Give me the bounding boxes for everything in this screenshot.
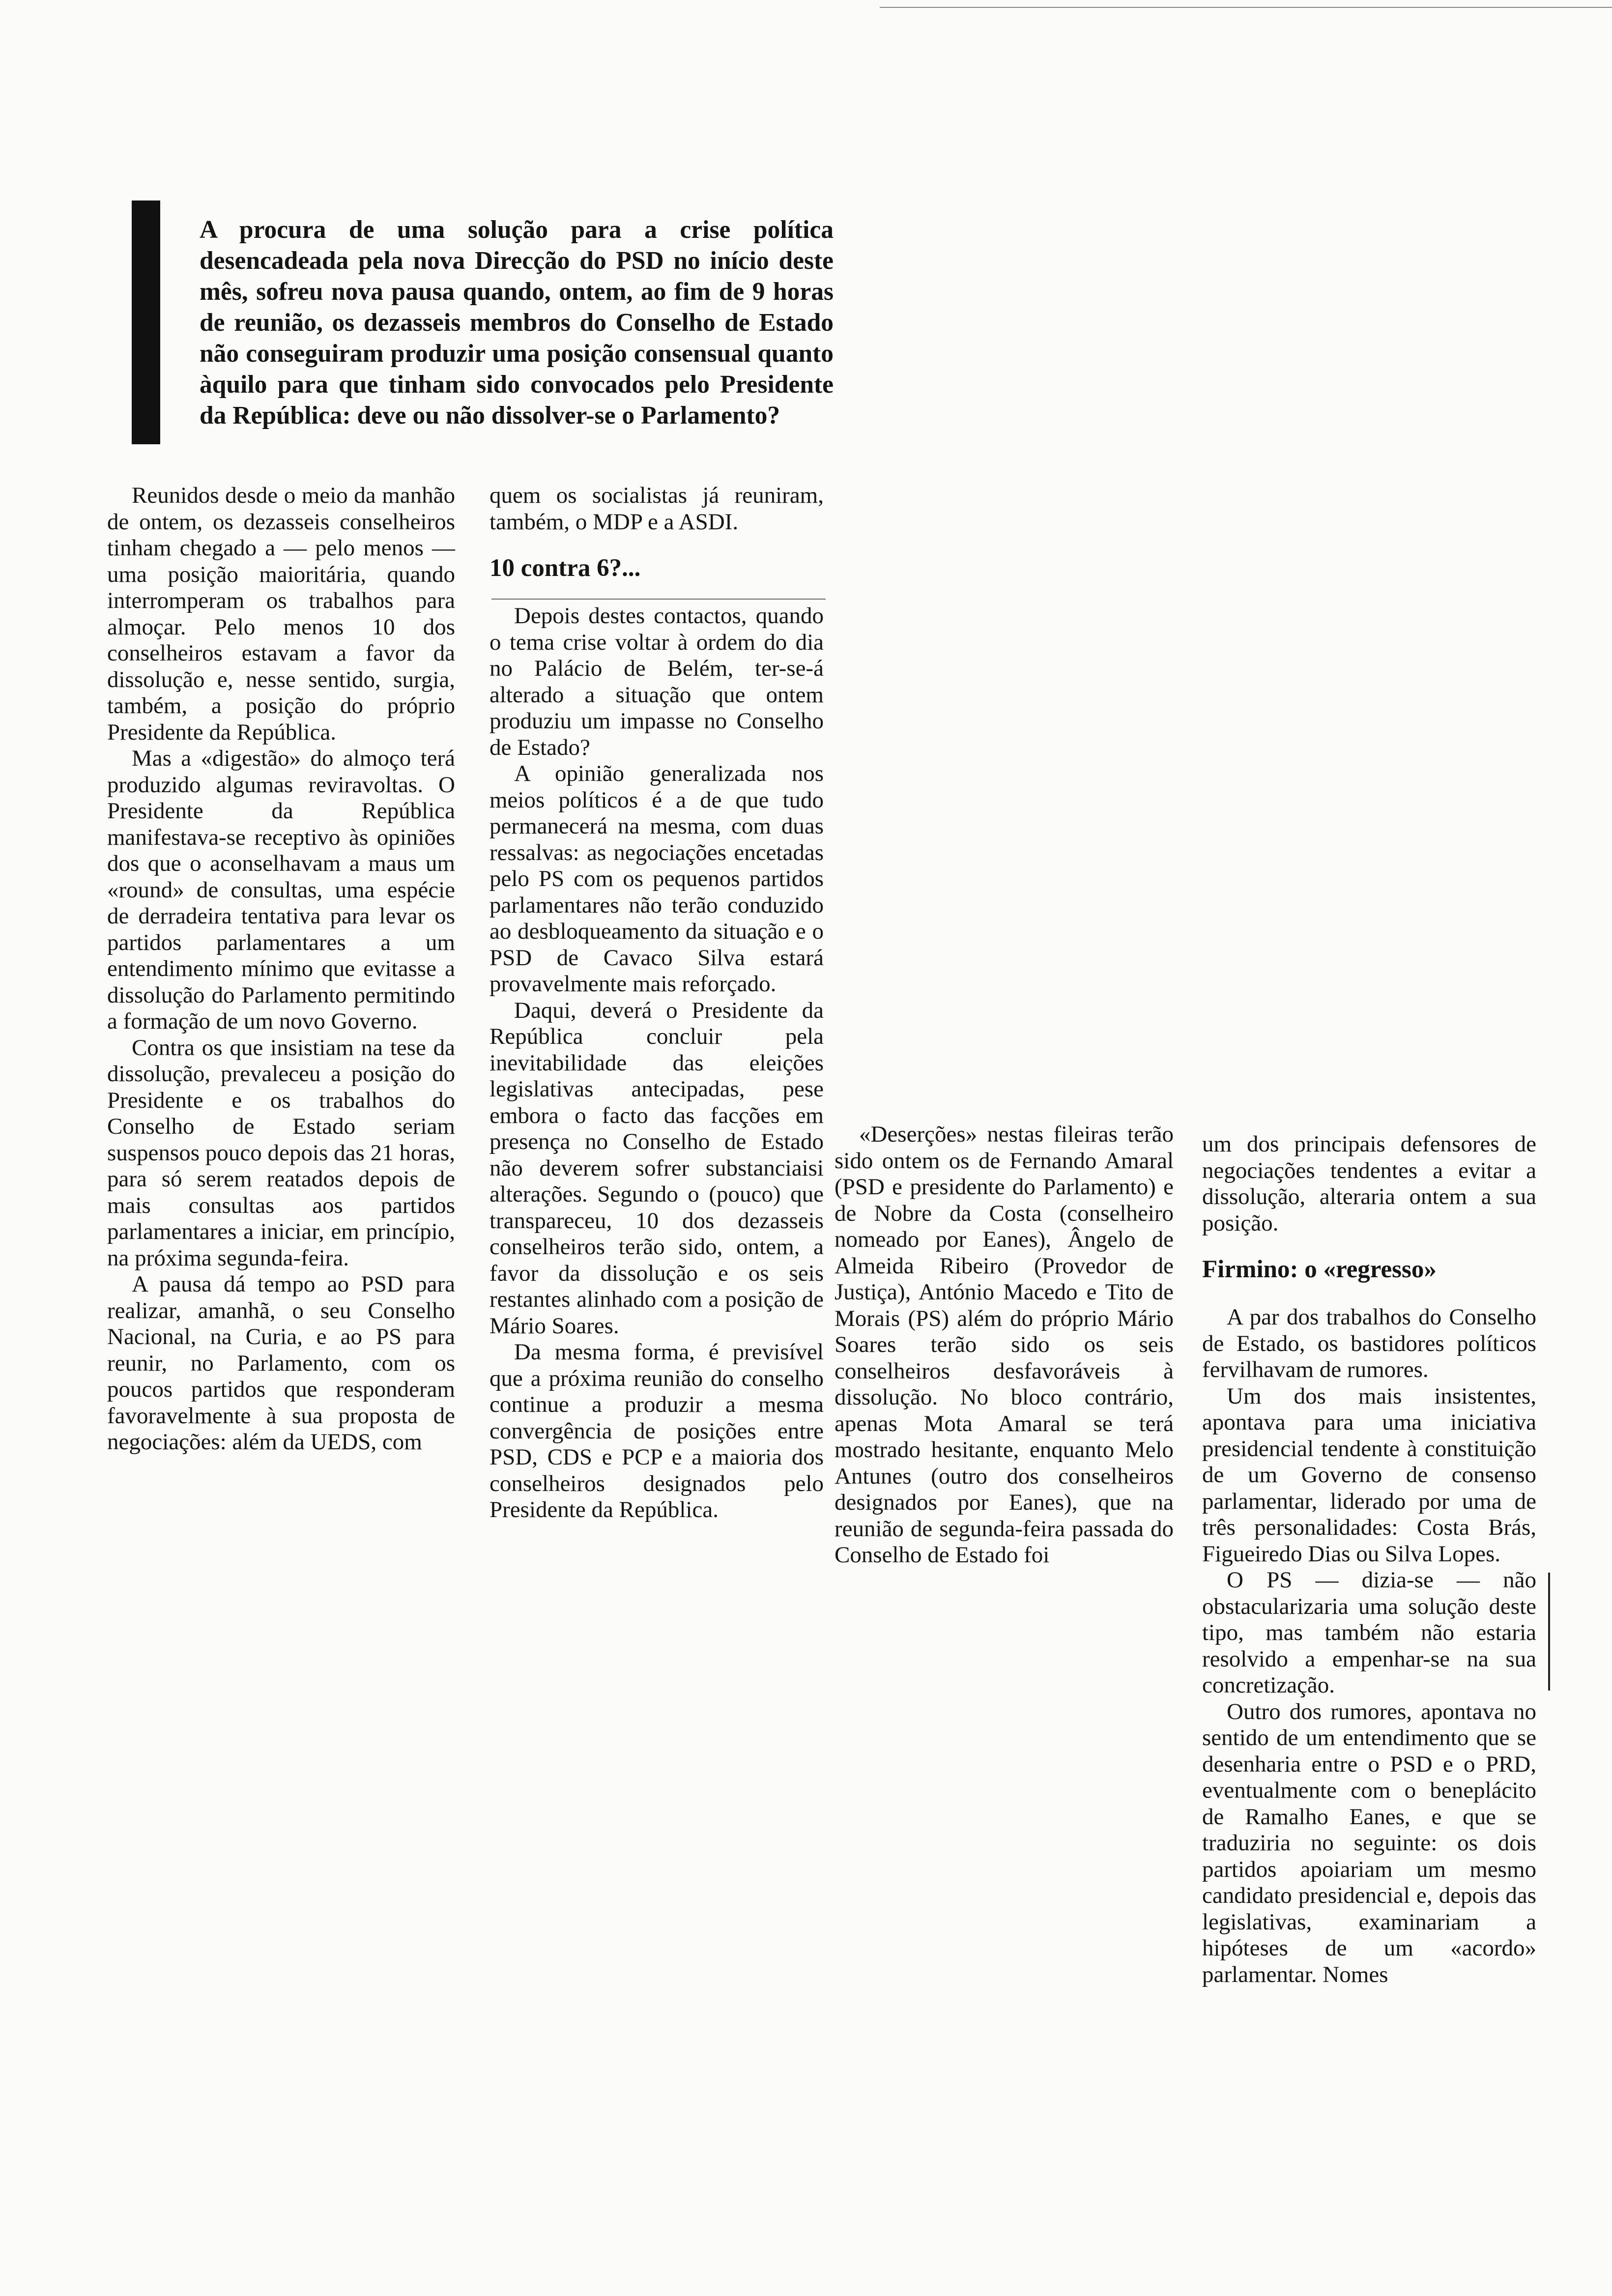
paragraph: Daqui, deverá o Presidente da República concluir pela inevitabilidade das eleições legislativas antecipadas, pese embora o facto das facções em presença no Conselho de Estado não deverem sofrer substanciaisi alterações. Segundo o (pouco) que transpareceu, 10 dos dezasseis conselheiros terão sido, ontem, a favor da dissolução e os seis restantes alinhado com a posição de Mário Soares.: [489, 997, 824, 1339]
heading-rule: [491, 599, 826, 600]
paragraph-continued: quem os socialistas já reuniram, também, o MDP e a ASDI.: [489, 483, 824, 535]
paragraph: A par dos trabalhos do Conselho de Estado, os bastidores políticos fervilhavam de rumores.: [1202, 1304, 1536, 1382]
paragraph: Um dos mais insistentes, apontava para uma iniciativa presidencial tendente à constituição de um Governo de consenso parlamentar, liderado por uma de três personalidades: Costa Brás, Figueiredo Dias ou Silva Lopes.: [1202, 1383, 1536, 1567]
paragraph: Depois destes contactos, quando o tema crise voltar à ordem do dia no Palácio de Belém, ter-se-á alterado a situação que ontem produziu um impasse no Conselho de Estado?: [489, 603, 824, 760]
column-3: [835, 1121, 1174, 1569]
paragraph: «Deserções» nestas fileiras terão sido ontem os de Fernando Amaral (PSD e presidente do Parlamento) e de Nobre da Costa (conselheiro nomeado por Eanes), Ângelo de Almeida Ribeiro (Provedor de Justiça), António Macedo e Tito de Morais (PS) além do próprio Mário Soares terão sido os seis conselheiros desfavoráveis à dissolução. No bloco contrário, apenas Mota Amaral se terá mostrado hesitante, enquanto Melo Antunes (outro dos conselheiros designados por Eanes), que na reunião de segunda-feira passada do Conselho de Estado foi: [835, 1121, 1174, 1568]
lead-marker-bar: [132, 201, 160, 444]
column-1: [107, 483, 455, 1456]
paragraph: Da mesma forma, é previsível que a próxima reunião do conselho continue a produzir a mesma convergência de posições entre PSD, CDS e PCP e a maioria dos conselheiros designados pelo Presidente da República.: [489, 1339, 824, 1522]
paragraph: Contra os que insistiam na tese da dissolução, prevaleceu a posição do Presidente e os trabalhos do Conselho de Estado seriam suspensos pouco depois das 21 horas, para só serem reatados depois de mais consultas aos partidos parlamentares a iniciar, em princípio, na próxima segunda-feira.: [107, 1034, 455, 1271]
paragraph: O PS — dizia-se — não obstacularizaria uma solução deste tipo, mas também não estaria resolvido a empenhar-se na sua concretização.: [1202, 1567, 1536, 1698]
paragraph: Mas a «digestão» do almoço terá produzido algumas reviravoltas. O Presidente da República manifestava-se receptivo às opiniões dos que o aconselhavam a maus um «round» de consultas, uma espécie de derradeira tentativa para levar os partidos parlamentares a um entendimento mínimo que evitasse a dissolução do Parlamento permitindo a formação de um novo Governo.: [107, 746, 455, 1034]
paragraph-continued: um dos principais defensores de negociações tendentes a evitar a dissolução, alteraria ontem a sua posição.: [1202, 1131, 1536, 1236]
scan-edge-line: [880, 7, 1612, 8]
section-heading-firmino: Firmino: o «regresso»: [1202, 1256, 1437, 1283]
paragraph: A pausa dá tempo ao PSD para realizar, amanhã, o seu Conselho Nacional, na Curia, e ao PS para reunir, no Parlamento, com os poucos partidos que responderam favoravelmente à sua proposta de negociações: além da UEDS, com: [107, 1271, 455, 1455]
paragraph: A opinião generalizada nos meios políticos é a de que tudo permanecerá na mesma, com duas ressalvas: as negociações encetadas pelo PS com os pequenos partidos parlamentares não terão conduzido ao desbloqueamento da situação e o PSD de Cavaco Silva estará provavelmente mais reforçado.: [489, 761, 824, 997]
article-lead: A procura de uma solução para a crise política desencadeada pela nova Direcção do PSD no início deste mês, sofreu nova pausa quando, ontem, ao fim de 9 horas de reunião, os dezasseis membros do Conselho de Estado não conseguiram produzir uma posição consensual quanto àquilo para que tinham sido convocados pelo Presidente da República: deve ou não dissolver-se o Parlamento?: [200, 216, 834, 430]
paragraph: Reunidos desde o meio da manhão de ontem, os dezasseis conselheiros tinham chegado a — pelo menos — uma posição maioritária, quando interromperam os trabalhos para almoçar. Pelo menos 10 dos conselheiros estavam a favor da dissolução e, nesse sentido, surgia, também, a posição do próprio Presidente da República.: [107, 483, 455, 745]
column-4: [1202, 1131, 1536, 1988]
section-heading-10-contra-6: 10 contra 6?...: [489, 554, 641, 582]
paragraph: Outro dos rumores, apontava no sentido de um entendimento que se desenharia entre o PSD e o PRD, eventualmente com o beneplácito de Ramalho Eanes, e que se traduziria no seguinte: os dois partidos apoiariam um mesmo candidato presidencial e, depois das legislativas, examinariam a hipóteses de um «acordo» parlamentar. Nomes: [1202, 1698, 1536, 1987]
column-edge-mark: [1548, 1573, 1550, 1691]
column-2: [489, 483, 824, 1523]
